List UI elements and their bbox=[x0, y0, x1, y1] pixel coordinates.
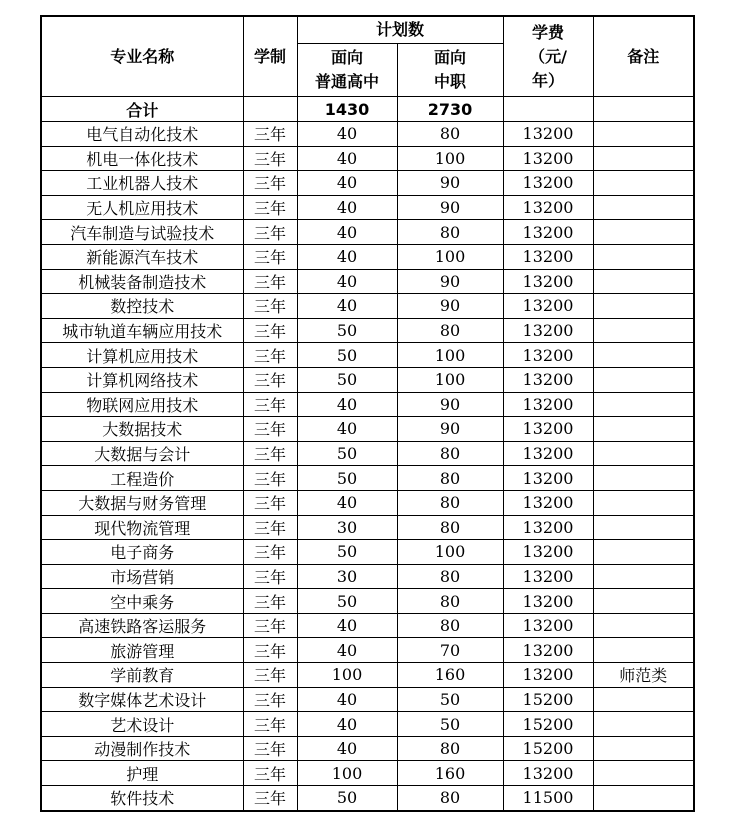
general-high-cell: 40 bbox=[297, 269, 397, 294]
vocational-cell: 80 bbox=[397, 220, 503, 245]
remark-cell bbox=[593, 441, 694, 466]
major-name-cell: 计算机网络技术 bbox=[41, 367, 243, 392]
tuition-cell: 13200 bbox=[503, 195, 593, 220]
duration-cell: 三年 bbox=[243, 441, 297, 466]
remark-cell bbox=[593, 613, 694, 638]
total-general-high: 1430 bbox=[297, 97, 397, 122]
general-high-cell: 100 bbox=[297, 663, 397, 688]
duration-cell: 三年 bbox=[243, 367, 297, 392]
general-high-line-1: 面向 bbox=[330, 48, 363, 67]
table-row bbox=[41, 761, 694, 786]
vocational-cell: 90 bbox=[397, 269, 503, 294]
major-name-cell: 艺术设计 bbox=[41, 712, 243, 737]
vocational-cell: 80 bbox=[397, 441, 503, 466]
general-high-cell: 30 bbox=[297, 515, 397, 540]
major-name-cell: 空中乘务 bbox=[41, 589, 243, 614]
tuition-cell: 13200 bbox=[503, 589, 593, 614]
table-row bbox=[41, 269, 694, 294]
duration-cell: 三年 bbox=[243, 294, 297, 319]
duration-cell: 三年 bbox=[243, 515, 297, 540]
tuition-line-1: 学费 bbox=[531, 22, 564, 42]
remark-cell bbox=[593, 244, 694, 269]
tuition-cell: 15200 bbox=[503, 687, 593, 712]
remark-cell bbox=[593, 220, 694, 245]
tuition-cell: 13200 bbox=[503, 490, 593, 515]
remark-cell bbox=[593, 638, 694, 663]
col-header-major-name: 专业名称 bbox=[41, 16, 243, 97]
major-name-cell: 高速铁路客运服务 bbox=[41, 613, 243, 638]
general-high-cell: 40 bbox=[297, 638, 397, 663]
major-name-cell: 物联网应用技术 bbox=[41, 392, 243, 417]
remark-cell bbox=[593, 146, 694, 171]
duration-cell: 三年 bbox=[243, 343, 297, 368]
table-row bbox=[41, 441, 694, 466]
vocational-line-1: 面向 bbox=[433, 48, 466, 67]
tuition-cell: 13200 bbox=[503, 294, 593, 319]
remark-cell bbox=[593, 490, 694, 515]
total-duration bbox=[243, 97, 297, 122]
remark-cell: 师范类 bbox=[593, 663, 694, 688]
table-row bbox=[41, 490, 694, 515]
vocational-cell: 80 bbox=[397, 736, 503, 761]
duration-cell: 三年 bbox=[243, 613, 297, 638]
tuition-line-3: 年） bbox=[531, 70, 564, 90]
table-row bbox=[41, 663, 694, 688]
tuition-cell: 13200 bbox=[503, 367, 593, 392]
major-name-cell: 电子商务 bbox=[41, 540, 243, 565]
major-name-cell: 汽车制造与试验技术 bbox=[41, 220, 243, 245]
general-high-line-2: 普通高中 bbox=[314, 72, 379, 91]
tuition-cell: 13200 bbox=[503, 663, 593, 688]
table-row bbox=[41, 712, 694, 737]
remark-cell bbox=[593, 712, 694, 737]
table-row bbox=[41, 392, 694, 417]
remark-cell bbox=[593, 269, 694, 294]
general-high-cell: 50 bbox=[297, 367, 397, 392]
table-row bbox=[41, 220, 694, 245]
remark-cell bbox=[593, 343, 694, 368]
vocational-cell: 80 bbox=[397, 466, 503, 491]
table-row bbox=[41, 564, 694, 589]
general-high-cell: 50 bbox=[297, 343, 397, 368]
duration-cell: 三年 bbox=[243, 663, 297, 688]
table-row bbox=[41, 343, 694, 368]
table-row bbox=[41, 367, 694, 392]
tuition-cell: 15200 bbox=[503, 712, 593, 737]
major-name-cell: 大数据与会计 bbox=[41, 441, 243, 466]
duration-cell: 三年 bbox=[243, 318, 297, 343]
vocational-cell: 100 bbox=[397, 367, 503, 392]
remark-cell bbox=[593, 367, 694, 392]
major-name-cell: 计算机应用技术 bbox=[41, 343, 243, 368]
header-row-top bbox=[41, 16, 694, 44]
table-row bbox=[41, 318, 694, 343]
duration-cell: 三年 bbox=[243, 122, 297, 147]
vocational-cell: 80 bbox=[397, 786, 503, 811]
remark-cell bbox=[593, 540, 694, 565]
vocational-cell: 90 bbox=[397, 392, 503, 417]
vocational-cell: 80 bbox=[397, 490, 503, 515]
duration-cell: 三年 bbox=[243, 466, 297, 491]
remark-cell bbox=[593, 294, 694, 319]
vocational-cell: 80 bbox=[397, 318, 503, 343]
major-name-cell: 工程造价 bbox=[41, 466, 243, 491]
tuition-cell: 13200 bbox=[503, 761, 593, 786]
tuition-cell: 13200 bbox=[503, 515, 593, 540]
general-high-cell: 100 bbox=[297, 761, 397, 786]
vocational-cell: 100 bbox=[397, 244, 503, 269]
table-row bbox=[41, 736, 694, 761]
major-name-cell: 护理 bbox=[41, 761, 243, 786]
general-high-cell: 40 bbox=[297, 195, 397, 220]
duration-cell: 三年 bbox=[243, 195, 297, 220]
tuition-cell: 13200 bbox=[503, 146, 593, 171]
remark-cell bbox=[593, 195, 694, 220]
enrollment-plan-table bbox=[40, 15, 695, 812]
tuition-cell: 13200 bbox=[503, 638, 593, 663]
major-name-cell: 机电一体化技术 bbox=[41, 146, 243, 171]
tuition-cell: 13200 bbox=[503, 269, 593, 294]
duration-cell: 三年 bbox=[243, 736, 297, 761]
col-header-plan-count: 计划数 bbox=[297, 16, 503, 44]
table-row bbox=[41, 687, 694, 712]
remark-cell bbox=[593, 761, 694, 786]
remark-cell bbox=[593, 589, 694, 614]
vocational-cell: 80 bbox=[397, 613, 503, 638]
general-high-cell: 40 bbox=[297, 146, 397, 171]
total-label: 合计 bbox=[41, 97, 243, 122]
remark-cell bbox=[593, 318, 694, 343]
vocational-cell: 50 bbox=[397, 712, 503, 737]
major-name-cell: 城市轨道车辆应用技术 bbox=[41, 318, 243, 343]
vocational-cell: 90 bbox=[397, 294, 503, 319]
major-name-cell: 动漫制作技术 bbox=[41, 736, 243, 761]
general-high-cell: 40 bbox=[297, 220, 397, 245]
general-high-cell: 50 bbox=[297, 466, 397, 491]
vocational-cell: 90 bbox=[397, 417, 503, 442]
vocational-cell: 160 bbox=[397, 663, 503, 688]
duration-cell: 三年 bbox=[243, 638, 297, 663]
vocational-cell: 100 bbox=[397, 540, 503, 565]
remark-cell bbox=[593, 687, 694, 712]
duration-cell: 三年 bbox=[243, 244, 297, 269]
vocational-cell: 100 bbox=[397, 146, 503, 171]
duration-cell: 三年 bbox=[243, 786, 297, 811]
tuition-cell: 13200 bbox=[503, 564, 593, 589]
major-name-cell: 数控技术 bbox=[41, 294, 243, 319]
remark-cell bbox=[593, 786, 694, 811]
general-high-cell: 40 bbox=[297, 171, 397, 196]
duration-cell: 三年 bbox=[243, 540, 297, 565]
col-header-general-high bbox=[297, 44, 397, 97]
general-high-cell: 50 bbox=[297, 589, 397, 614]
general-high-cell: 50 bbox=[297, 786, 397, 811]
duration-cell: 三年 bbox=[243, 417, 297, 442]
table-row bbox=[41, 171, 694, 196]
duration-cell: 三年 bbox=[243, 269, 297, 294]
major-name-cell: 大数据与财务管理 bbox=[41, 490, 243, 515]
major-name-cell: 市场营销 bbox=[41, 564, 243, 589]
col-header-vocational bbox=[397, 44, 503, 97]
tuition-line-2: （元/ bbox=[529, 46, 567, 66]
table-row bbox=[41, 786, 694, 811]
col-header-tuition bbox=[503, 16, 593, 97]
major-name-cell: 新能源汽车技术 bbox=[41, 244, 243, 269]
tuition-cell: 15200 bbox=[503, 736, 593, 761]
general-high-cell: 50 bbox=[297, 540, 397, 565]
table-row bbox=[41, 466, 694, 491]
tuition-cell: 11500 bbox=[503, 786, 593, 811]
tuition-cell: 13200 bbox=[503, 466, 593, 491]
general-high-cell: 40 bbox=[297, 490, 397, 515]
general-high-cell: 40 bbox=[297, 613, 397, 638]
vocational-cell: 70 bbox=[397, 638, 503, 663]
major-name-cell: 数字媒体艺术设计 bbox=[41, 687, 243, 712]
vocational-cell: 50 bbox=[397, 687, 503, 712]
table-row bbox=[41, 589, 694, 614]
col-header-duration: 学制 bbox=[243, 16, 297, 97]
table-row bbox=[41, 540, 694, 565]
major-name-cell: 电气自动化技术 bbox=[41, 122, 243, 147]
vocational-cell: 100 bbox=[397, 343, 503, 368]
tuition-cell: 13200 bbox=[503, 441, 593, 466]
remark-cell bbox=[593, 564, 694, 589]
general-high-cell: 40 bbox=[297, 736, 397, 761]
duration-cell: 三年 bbox=[243, 490, 297, 515]
tuition-cell: 13200 bbox=[503, 171, 593, 196]
table-row bbox=[41, 638, 694, 663]
tuition-cell: 13200 bbox=[503, 392, 593, 417]
major-name-cell: 软件技术 bbox=[41, 786, 243, 811]
general-high-cell: 50 bbox=[297, 318, 397, 343]
general-high-cell: 40 bbox=[297, 122, 397, 147]
tuition-cell: 13200 bbox=[503, 122, 593, 147]
vocational-cell: 80 bbox=[397, 122, 503, 147]
tuition-cell: 13200 bbox=[503, 244, 593, 269]
vocational-cell: 90 bbox=[397, 171, 503, 196]
vocational-cell: 80 bbox=[397, 515, 503, 540]
total-tuition bbox=[503, 97, 593, 122]
general-high-cell: 40 bbox=[297, 417, 397, 442]
general-high-cell: 50 bbox=[297, 441, 397, 466]
vocational-cell: 80 bbox=[397, 564, 503, 589]
major-name-cell: 旅游管理 bbox=[41, 638, 243, 663]
remark-cell bbox=[593, 515, 694, 540]
total-row bbox=[41, 97, 694, 122]
tuition-cell: 13200 bbox=[503, 417, 593, 442]
major-name-cell: 工业机器人技术 bbox=[41, 171, 243, 196]
table-row bbox=[41, 122, 694, 147]
general-high-cell: 40 bbox=[297, 244, 397, 269]
remark-cell bbox=[593, 171, 694, 196]
remark-cell bbox=[593, 736, 694, 761]
vocational-line-2: 中职 bbox=[433, 72, 466, 91]
general-high-cell: 40 bbox=[297, 712, 397, 737]
general-high-cell: 40 bbox=[297, 687, 397, 712]
remark-cell bbox=[593, 417, 694, 442]
duration-cell: 三年 bbox=[243, 687, 297, 712]
major-name-cell: 学前教育 bbox=[41, 663, 243, 688]
general-high-cell: 30 bbox=[297, 564, 397, 589]
remark-cell bbox=[593, 122, 694, 147]
major-name-cell: 现代物流管理 bbox=[41, 515, 243, 540]
duration-cell: 三年 bbox=[243, 146, 297, 171]
major-name-cell: 无人机应用技术 bbox=[41, 195, 243, 220]
duration-cell: 三年 bbox=[243, 220, 297, 245]
duration-cell: 三年 bbox=[243, 589, 297, 614]
table-row bbox=[41, 244, 694, 269]
table-row bbox=[41, 417, 694, 442]
col-header-remarks: 备注 bbox=[593, 16, 694, 97]
duration-cell: 三年 bbox=[243, 761, 297, 786]
table-row bbox=[41, 515, 694, 540]
table-row bbox=[41, 146, 694, 171]
duration-cell: 三年 bbox=[243, 171, 297, 196]
tuition-cell: 13200 bbox=[503, 220, 593, 245]
general-high-cell: 40 bbox=[297, 294, 397, 319]
major-name-cell: 大数据技术 bbox=[41, 417, 243, 442]
tuition-cell: 13200 bbox=[503, 343, 593, 368]
duration-cell: 三年 bbox=[243, 392, 297, 417]
remark-cell bbox=[593, 392, 694, 417]
major-name-cell: 机械装备制造技术 bbox=[41, 269, 243, 294]
table-row bbox=[41, 294, 694, 319]
vocational-cell: 90 bbox=[397, 195, 503, 220]
table-row bbox=[41, 195, 694, 220]
vocational-cell: 80 bbox=[397, 589, 503, 614]
total-remark bbox=[593, 97, 694, 122]
duration-cell: 三年 bbox=[243, 712, 297, 737]
vocational-cell: 160 bbox=[397, 761, 503, 786]
tuition-cell: 13200 bbox=[503, 318, 593, 343]
total-vocational: 2730 bbox=[397, 97, 503, 122]
remark-cell bbox=[593, 466, 694, 491]
tuition-cell: 13200 bbox=[503, 613, 593, 638]
table-row bbox=[41, 613, 694, 638]
tuition-cell: 13200 bbox=[503, 540, 593, 565]
duration-cell: 三年 bbox=[243, 564, 297, 589]
general-high-cell: 40 bbox=[297, 392, 397, 417]
